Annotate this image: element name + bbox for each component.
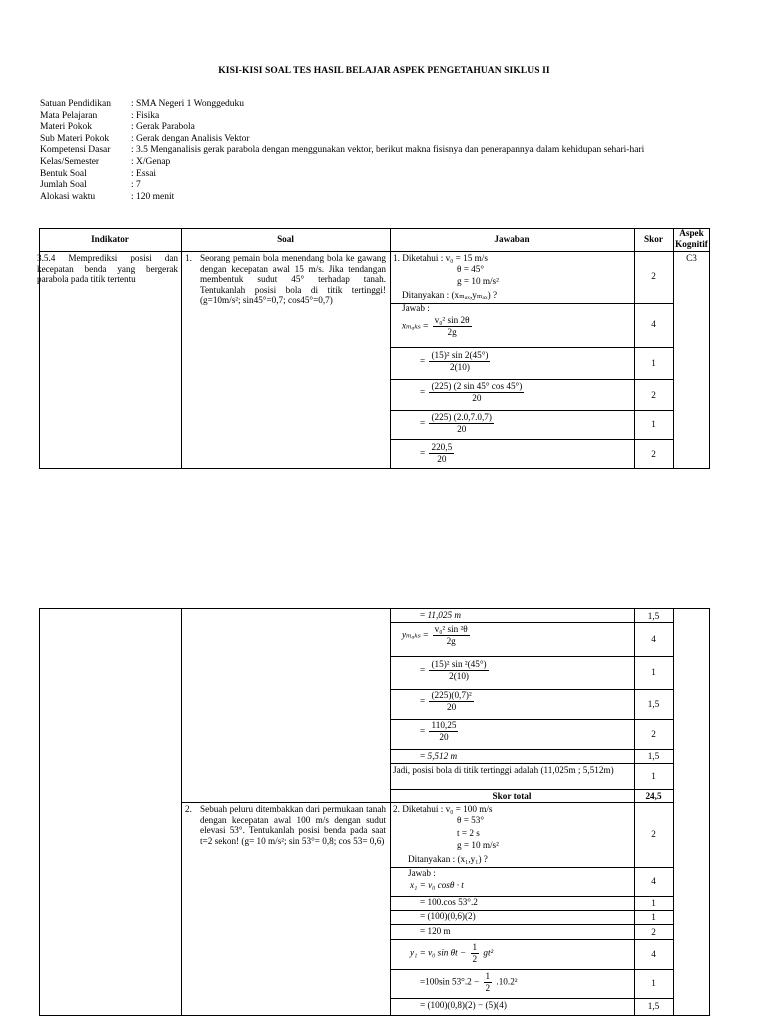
meta-value: : X/Genap bbox=[131, 156, 171, 167]
equation: yₘₐₖₛ = $\frac{\text{v₀² sin ²θ}}{2g}$ bbox=[402, 624, 468, 646]
soal-1-text: Seorang pemain bola menendang bola ke gawang dengan kecepatan awal 15 m/s. Jika tendangan membentuk sudut 45° terhadap tanah. Tentukanlah posisi bola di titik tertinggi! (g=10m/s²; sin45°=0,7; cos45°=0,7) bbox=[200, 253, 386, 306]
header-divider bbox=[39, 251, 710, 252]
row-divider bbox=[390, 998, 674, 999]
meta-row bbox=[40, 99, 644, 111]
equation: = $\frac{(225) (2.0,7.0,7)}{20}$ bbox=[420, 412, 492, 434]
numerator: (225) (2.0,7.0,7) bbox=[431, 412, 492, 422]
meta-row bbox=[40, 111, 644, 123]
equation: = $\frac{\text{(15)² sin 2(45°)}}{2(10)}$ bbox=[420, 350, 489, 372]
total-value: 24,5 bbox=[645, 791, 662, 801]
score-cell: 2 bbox=[651, 449, 656, 459]
header-indikator: Indikator bbox=[91, 234, 129, 244]
score-cell: 1,5 bbox=[647, 611, 660, 621]
fraction bbox=[429, 720, 458, 743]
meta-value: : Essai bbox=[131, 168, 157, 179]
score-cell: 2 bbox=[651, 927, 656, 937]
row-divider bbox=[390, 622, 674, 623]
denominator: 20 bbox=[439, 732, 449, 742]
given-line: θ = 45° bbox=[457, 264, 485, 274]
document-title: KISI-KISI SOAL TES HASIL BELAJAR ASPEK PENGETAHUAN SIKLUS II bbox=[218, 66, 550, 76]
row-divider bbox=[390, 763, 674, 764]
numerator: (225) (2 sin 45° cos 45°) bbox=[431, 381, 523, 391]
col-divider bbox=[181, 608, 182, 1016]
equation: = $\frac{\text{(15)² sin ²(45°)}}{2(10)}$ bbox=[420, 659, 487, 681]
eq-lhs: yₘₐₖₛ bbox=[402, 629, 421, 640]
fraction bbox=[429, 412, 493, 435]
result-value: 11,025 m bbox=[427, 610, 461, 620]
numerator: 1 bbox=[472, 942, 478, 952]
col-divider bbox=[634, 228, 635, 469]
fraction bbox=[433, 624, 470, 647]
denominator: 2(10) bbox=[450, 362, 470, 372]
equation bbox=[410, 880, 464, 890]
numerator: (15)² sin ²(45°) bbox=[431, 659, 487, 669]
indikator-text bbox=[37, 253, 178, 285]
meta-row bbox=[40, 192, 644, 204]
meta-row bbox=[40, 134, 644, 146]
jawab-label: Jawab : bbox=[402, 303, 430, 313]
score-cell: 1 bbox=[651, 978, 656, 988]
meta-value: : SMA Negeri 1 Wonggeduku bbox=[131, 99, 245, 109]
score-cell: 4 bbox=[651, 876, 656, 886]
row-divider bbox=[390, 924, 674, 925]
numerator: v₀² sin ²θ bbox=[434, 624, 468, 634]
header-aspek-kognitif bbox=[673, 228, 710, 250]
fraction bbox=[484, 971, 493, 994]
row-divider bbox=[390, 347, 674, 348]
formula: x₁ = v₀ cosθ · t bbox=[410, 880, 464, 890]
equation: = $\frac{110,25}{20}$ bbox=[420, 720, 457, 742]
row-divider bbox=[390, 939, 674, 940]
equation: = $\frac{(225) (2 \sin 45^\circ \cos 45^\circ)}{20}$ bbox=[420, 381, 523, 403]
equation: = 11,025 m bbox=[420, 610, 461, 620]
formula-part: .10.2² bbox=[496, 976, 518, 987]
formula-part: gt² bbox=[483, 947, 494, 958]
jawab-label: Jawab : bbox=[408, 868, 436, 878]
numerator: 220,5 bbox=[431, 442, 453, 452]
conclusion-text: Jadi, posisi bola di titik tertinggi adalah (11,025m ; 5,512m) bbox=[393, 765, 614, 775]
equation: = 120 m bbox=[420, 926, 451, 936]
header-skor: Skor bbox=[644, 234, 663, 244]
given-line: 1. Diketahui : v₀ = 15 m/s bbox=[393, 253, 488, 263]
meta-row bbox=[40, 157, 644, 169]
meta-key: Jumlah Soal bbox=[40, 180, 87, 191]
header-aspek-line-2: Kognitif bbox=[675, 239, 708, 249]
equation: = $\frac{\text{(225)(0,7)²}}{20}$ bbox=[420, 690, 472, 712]
meta-key: Mata Pelajaran bbox=[40, 110, 98, 121]
meta-row bbox=[40, 180, 644, 192]
col-divider bbox=[390, 608, 391, 1016]
fraction bbox=[471, 942, 480, 965]
denominator: 2(10) bbox=[449, 671, 469, 681]
row-divider bbox=[390, 789, 674, 790]
numerator: 110,25 bbox=[431, 720, 457, 730]
score-cell: 1 bbox=[651, 419, 656, 429]
denominator: 20 bbox=[457, 424, 467, 434]
col-divider bbox=[181, 228, 182, 469]
equation: = (100)(0,6)(2) bbox=[420, 911, 476, 921]
denominator: 2g bbox=[447, 327, 457, 337]
score-cell: 1,5 bbox=[647, 1001, 660, 1011]
given-line: θ = 53° bbox=[457, 815, 485, 825]
denominator: 2g bbox=[446, 636, 456, 646]
score-cell: 1 bbox=[651, 771, 656, 781]
score-cell: 2 bbox=[651, 729, 656, 739]
meta-row bbox=[40, 169, 644, 181]
meta-key: Kelas/Semester bbox=[40, 156, 100, 167]
equation bbox=[410, 942, 493, 965]
given-line: g = 10 m/s² bbox=[457, 276, 499, 286]
indikator-content: 3.5.4 Memprediksi posisi dan kecepatan benda yang bergerak parabola pada titik tertentu bbox=[37, 253, 178, 285]
aspek-value: C3 bbox=[686, 253, 697, 263]
col-divider bbox=[390, 228, 391, 469]
equation: = (100)(0,8)(2) − (5)(4) bbox=[420, 1000, 507, 1010]
equation bbox=[420, 971, 518, 994]
equation: = 5,512 m bbox=[420, 751, 458, 761]
row-divider bbox=[390, 749, 674, 750]
header-jawaban: Jawaban bbox=[494, 234, 530, 244]
fraction bbox=[429, 690, 473, 713]
equation: = 100.cos 53°.2 bbox=[420, 897, 478, 907]
meta-value: : 3.5 Menganalisis gerak parabola dengan menggunakan vektor, berikut makna fisisnya dan penerapannya dalam kehidupan sehari-hari bbox=[131, 145, 645, 156]
meta-key: Satuan Pendidikan bbox=[40, 99, 111, 109]
given-line: 2. Diketahui : v₀ = 100 m/s bbox=[393, 804, 493, 814]
score-cell: 1 bbox=[651, 912, 656, 922]
header-aspek-line-1: Aspek bbox=[679, 228, 704, 238]
fraction bbox=[429, 350, 490, 373]
soal-2-text: Sebuah peluru ditembakkan dari permukaan tanah dengan kecepatan awal 100 m/s dengan sudut elevasi 53°. Tentukanlah posisi benda pada saat t=2 sekon! (g= 10 m/s²; sin 53°= 0,8; cos 53= 0,6) bbox=[200, 804, 386, 846]
asked-line: Ditanyakan : (x₁,y₁) ? bbox=[408, 854, 488, 864]
soal-number: 1. bbox=[185, 253, 192, 263]
meta-value: : 120 menit bbox=[131, 191, 175, 202]
col-divider bbox=[673, 608, 674, 1016]
row-divider bbox=[390, 969, 674, 970]
col-divider bbox=[673, 228, 674, 469]
score-cell: 2 bbox=[651, 390, 656, 400]
score-cell: 1 bbox=[651, 898, 656, 908]
score-cell: 1 bbox=[651, 667, 656, 677]
numerator: (15)² sin 2(45°) bbox=[431, 350, 489, 360]
score-cell: 4 bbox=[651, 319, 656, 329]
score-cell: 2 bbox=[651, 829, 656, 839]
given-line: g = 10 m/s² bbox=[457, 840, 499, 850]
denominator: 20 bbox=[472, 393, 482, 403]
given-line: t = 2 s bbox=[457, 828, 480, 838]
result-value: 5,512 m bbox=[427, 751, 458, 761]
meta-key: Kompetensi Dasar bbox=[40, 145, 111, 156]
score-cell: 4 bbox=[651, 634, 656, 644]
equation: xₘₐₖₛ = $\frac{\text{v₀² sin 2θ}}{2g}$ bbox=[402, 315, 470, 337]
meta-value: : Gerak dengan Analisis Vektor bbox=[131, 133, 250, 144]
score-cell: 2 bbox=[651, 271, 656, 281]
eq-lhs: xₘₐₖₛ bbox=[402, 320, 421, 331]
fraction bbox=[429, 381, 524, 404]
meta-row bbox=[40, 145, 644, 157]
meta-value: : Gerak Parabola bbox=[131, 122, 195, 133]
score-cell: 4 bbox=[651, 949, 656, 959]
soal-number: 2. bbox=[185, 804, 192, 814]
denominator: 2 bbox=[472, 954, 478, 964]
formula-part: y₁ = v₀ sin θt − bbox=[410, 947, 467, 958]
fraction bbox=[429, 442, 454, 465]
meta-key: Sub Materi Pokok bbox=[40, 133, 110, 144]
meta-key: Bentuk Soal bbox=[40, 168, 87, 179]
row-divider bbox=[390, 379, 674, 380]
asked-line: Ditanyakan : (xₘₐₓ,yₘₐₓ) ? bbox=[402, 290, 498, 300]
numerator: (225)(0,7)² bbox=[431, 690, 472, 700]
meta-row bbox=[40, 122, 644, 134]
fraction bbox=[429, 659, 488, 682]
score-cell: 1,5 bbox=[647, 699, 660, 709]
equation: = $\frac{220,5}{20}$ bbox=[420, 442, 453, 464]
document-meta bbox=[40, 99, 644, 203]
header-soal: Soal bbox=[277, 234, 294, 244]
meta-value: : Fisika bbox=[131, 110, 160, 121]
row-divider bbox=[390, 656, 674, 657]
row-divider bbox=[390, 410, 674, 411]
total-label: Skor total bbox=[492, 791, 532, 801]
denominator: 2 bbox=[485, 983, 491, 993]
meta-value: : 7 bbox=[131, 180, 141, 191]
meta-key: Materi Pokok bbox=[40, 122, 92, 133]
denominator: 20 bbox=[447, 702, 457, 712]
denominator: 20 bbox=[437, 454, 447, 464]
row-divider bbox=[181, 802, 674, 803]
row-divider bbox=[390, 303, 674, 304]
meta-key: Alokasi waktu bbox=[40, 191, 96, 202]
numerator: 1 bbox=[485, 971, 491, 981]
fraction bbox=[433, 315, 472, 338]
row-divider bbox=[390, 439, 674, 440]
numerator: v₀² sin 2θ bbox=[434, 315, 470, 325]
formula-part: =100sin 53°.2 − bbox=[420, 976, 480, 987]
score-cell: 1 bbox=[651, 358, 656, 368]
score-cell: 1,5 bbox=[647, 751, 660, 761]
